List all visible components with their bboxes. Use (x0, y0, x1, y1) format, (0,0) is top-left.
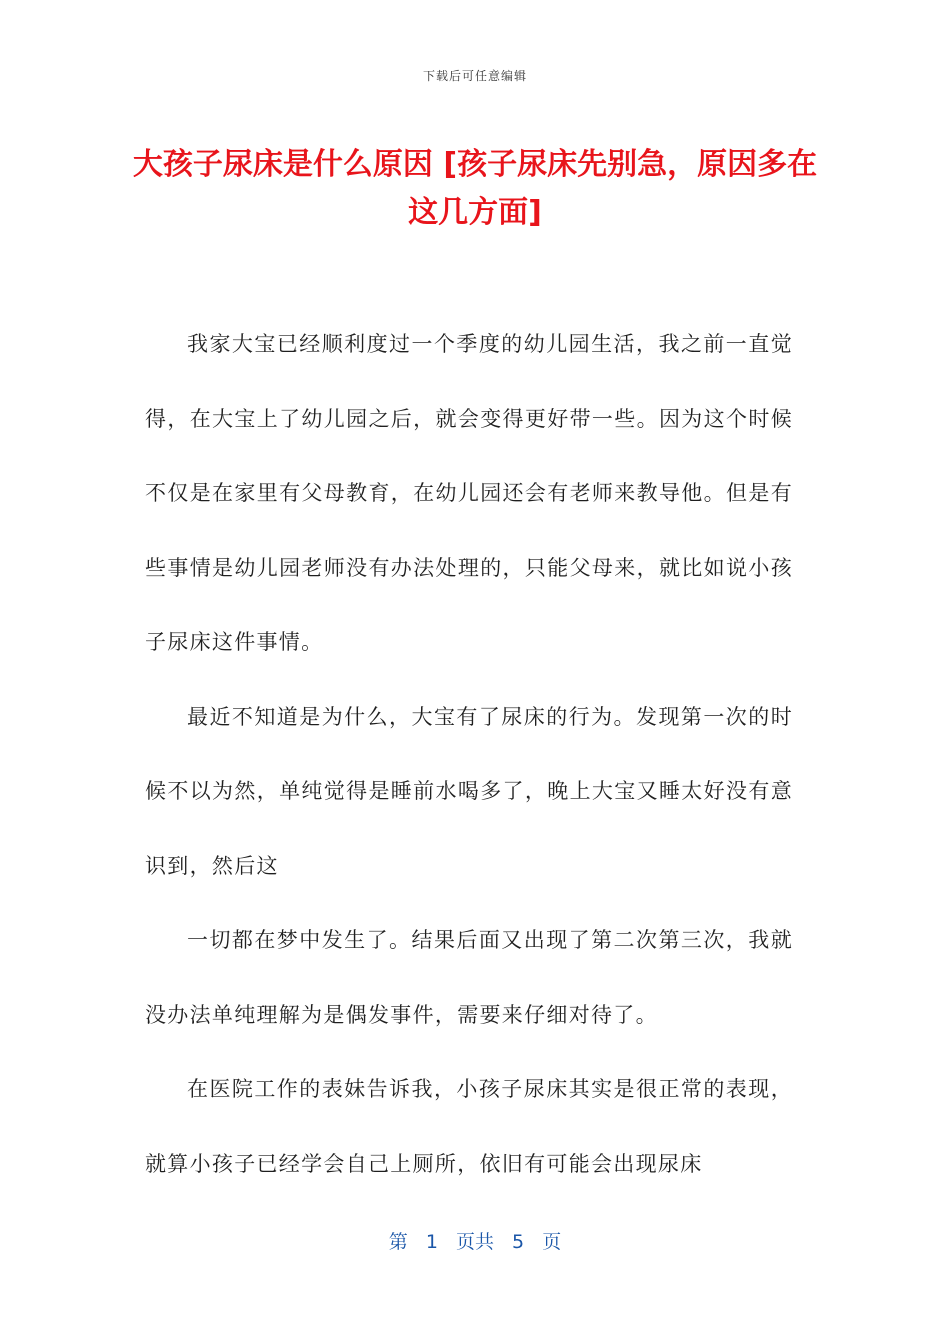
paragraph: 最近不知道是为什么，大宝有了尿床的行为。发现第一次的时候不以为然，单纯觉得是睡前水喝多了，晚上大宝又睡太好没有意识到，然后这 (145, 704, 793, 878)
page-prefix: 第 (388, 1231, 408, 1253)
total-pages-number: 5 (512, 1231, 525, 1253)
page-middle: 页共 (455, 1231, 494, 1253)
paragraph: 在医院工作的表妹告诉我，小孩子尿床其实是很正常的表现，就算小孩子已经学会自己上厕所，依旧有可能会出现尿床 (145, 1077, 793, 1176)
header-note: 下载后可任意编辑 (422, 69, 527, 83)
page-footer (0, 1227, 950, 1254)
paragraph: 我家大宝已经顺利度过一个季度的幼儿园生活，我之前一直觉得，在大宝上了幼儿园之后，就会变得更好带一些。因为这个时候不仅是在家里有父母教育，在幼儿园还会有老师来教导他。但是有些事情是幼儿园老师没有办法处理的，只能父母来，就比如说小孩子尿床这件事情。 (145, 332, 793, 654)
paragraph: 一切都在梦中发生了。结果后面又出现了第二次第三次，我就没办法单纯理解为是偶发事件，需要来仔细对待了。 (145, 928, 793, 1027)
document-body (145, 307, 793, 1201)
page-suffix: 页 (542, 1231, 562, 1253)
document-title: 大孩子尿床是什么原因 [孩子尿床先别急，原因多在这几方面] (132, 147, 818, 230)
current-page-number: 1 (425, 1231, 438, 1253)
